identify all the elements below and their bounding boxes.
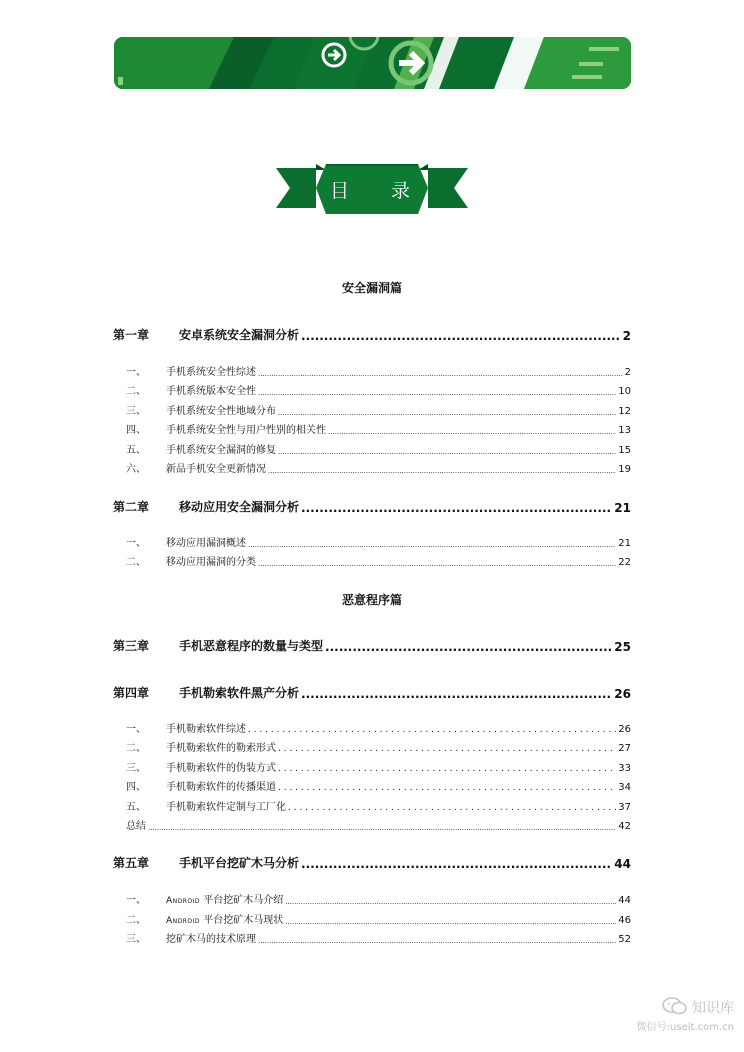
page-number: 15 (618, 445, 631, 456)
item-number: 五、 (126, 445, 146, 456)
page-number: 33 (618, 763, 631, 774)
page-number: 46 (618, 915, 631, 926)
item-label-text: 平台挖矿木马介绍 (200, 895, 284, 906)
page-number: 12 (618, 406, 631, 417)
item-number: 三、 (126, 934, 146, 945)
item-label: 挖矿木马的技术原理 (166, 934, 256, 945)
page-number: 42 (618, 821, 631, 832)
page-number: 34 (618, 782, 631, 793)
dot-leader (301, 859, 612, 871)
chapter-number: 第五章 (113, 856, 150, 870)
item-label (166, 911, 283, 926)
toc-item[interactable] (126, 777, 631, 793)
toc-chapter-3[interactable] (113, 636, 631, 654)
item-number: 一、 (126, 367, 146, 378)
page-number: 44 (614, 857, 631, 871)
item-number: 二、 (126, 386, 146, 397)
item-number: 五、 (126, 802, 146, 813)
toc-item[interactable] (126, 890, 631, 906)
item-label: 移动应用漏洞的分类 (166, 557, 256, 568)
item-label-prefix: Android (166, 896, 201, 906)
toc-title-ribbon (276, 160, 468, 218)
toc-item[interactable] (126, 552, 631, 568)
header-banner (114, 37, 631, 89)
toc-chapter-1[interactable] (113, 325, 631, 343)
toc-item[interactable] (126, 719, 631, 735)
item-label: 移动应用漏洞概述 (166, 538, 246, 549)
watermark (637, 996, 734, 1034)
item-number: 四、 (126, 425, 146, 436)
item-label: 手机系统安全性综述 (166, 367, 256, 378)
page-number: 25 (614, 640, 631, 654)
dot-leader (278, 783, 616, 793)
item-label: 手机勒索软件的传播渠道 (166, 782, 276, 793)
item-label-text: 平台挖矿木马现状 (200, 915, 284, 926)
page-number: 37 (618, 802, 631, 813)
chapter-label: 移动应用安全漏洞分析 (179, 500, 300, 514)
toc-item-summary[interactable] (126, 816, 631, 832)
dot-leader (285, 916, 616, 926)
toc-item[interactable] (126, 533, 631, 549)
dot-leader (268, 465, 616, 475)
chapter-number: 第一章 (113, 328, 150, 342)
item-label: 手机勒索软件综述 (166, 724, 246, 735)
chapter-number: 第三章 (113, 639, 150, 653)
wechat-icon (662, 996, 688, 1021)
toc-item[interactable] (126, 459, 631, 475)
item-label: 手机勒索软件的伪装方式 (166, 763, 276, 774)
chapter-number: 第四章 (113, 686, 150, 700)
page-number: 52 (618, 934, 631, 945)
watermark-title: 知识库 (692, 1000, 734, 1017)
item-number: 一、 (126, 724, 146, 735)
dot-leader (248, 725, 616, 735)
page-number: 26 (618, 724, 631, 735)
section-title-malware: 恶意程序篇 (341, 593, 402, 607)
toc-chapter-2[interactable] (113, 497, 631, 515)
dot-leader (325, 642, 612, 654)
page-number: 19 (618, 464, 631, 475)
item-label: 新品手机安全更新情况 (166, 464, 266, 475)
dot-leader (278, 764, 616, 774)
chapter-label: 手机恶意程序的数量与类型 (179, 639, 324, 653)
chapter-label: 安卓系统安全漏洞分析 (179, 328, 300, 342)
item-label (166, 891, 283, 906)
item-number: 一、 (126, 895, 146, 906)
toc-chapter-5[interactable] (113, 853, 631, 871)
item-label: 手机系统安全性与用户性别的相关性 (166, 425, 326, 436)
dot-leader (278, 407, 616, 417)
dot-leader (278, 446, 616, 456)
dot-leader (301, 689, 612, 701)
page-number: 2 (624, 367, 631, 378)
page-number: 27 (618, 743, 631, 754)
toc-item[interactable] (126, 910, 631, 926)
toc-item[interactable] (126, 381, 631, 397)
item-number: 三、 (126, 763, 146, 774)
page-number: 44 (618, 895, 631, 906)
item-label: 总结 (126, 821, 146, 832)
page-number: 26 (614, 687, 631, 701)
chapter-number: 第二章 (113, 500, 150, 514)
toc-chapter-4[interactable] (113, 683, 631, 701)
toc-item[interactable] (126, 362, 631, 378)
toc-item[interactable] (126, 420, 631, 436)
dot-leader (288, 803, 616, 813)
item-label-prefix: Android (166, 916, 201, 926)
toc-item[interactable] (126, 401, 631, 417)
page-number: 21 (614, 501, 631, 515)
toc-title: 目 录 (329, 179, 429, 202)
chapter-label: 手机勒索软件黑产分析 (179, 686, 300, 700)
item-label: 手机系统安全性地域分布 (166, 406, 276, 417)
item-number: 二、 (126, 743, 146, 754)
watermark-account: 微信号:useit.com.cn (636, 1022, 734, 1033)
toc-item[interactable] (126, 738, 631, 754)
item-label: 手机系统安全漏洞的修复 (166, 445, 276, 456)
item-number: 二、 (126, 915, 146, 926)
dot-leader (258, 935, 616, 945)
page-number: 10 (618, 386, 631, 397)
toc-item[interactable] (126, 797, 631, 813)
item-label: 手机勒索软件定制与工厂化 (166, 802, 286, 813)
page-number: 22 (618, 557, 631, 568)
page-number: 2 (622, 329, 631, 343)
page-number: 21 (618, 538, 631, 549)
toc-item[interactable] (126, 929, 631, 945)
dot-leader (148, 822, 616, 832)
item-label: 手机勒索软件的勒索形式 (166, 743, 276, 754)
dot-leader (258, 368, 623, 378)
chapter-label: 手机平台挖矿木马分析 (179, 856, 300, 870)
dot-leader (248, 539, 616, 549)
item-number: 二、 (126, 557, 146, 568)
toc-item[interactable] (126, 440, 631, 456)
item-number: 三、 (126, 406, 146, 417)
dot-leader (258, 558, 616, 568)
toc-item[interactable] (126, 758, 631, 774)
dot-leader (328, 426, 616, 436)
item-number: 一、 (126, 538, 146, 549)
dot-leader (258, 387, 616, 397)
section-title-security: 安全漏洞篇 (341, 281, 402, 295)
dot-leader (278, 744, 616, 754)
dot-leader (301, 331, 621, 343)
page-number: 13 (618, 425, 631, 436)
dot-leader (301, 503, 612, 515)
dot-leader (285, 896, 616, 906)
item-number: 六、 (126, 464, 146, 475)
item-number: 四、 (126, 782, 146, 793)
item-label: 手机系统版本安全性 (166, 386, 256, 397)
